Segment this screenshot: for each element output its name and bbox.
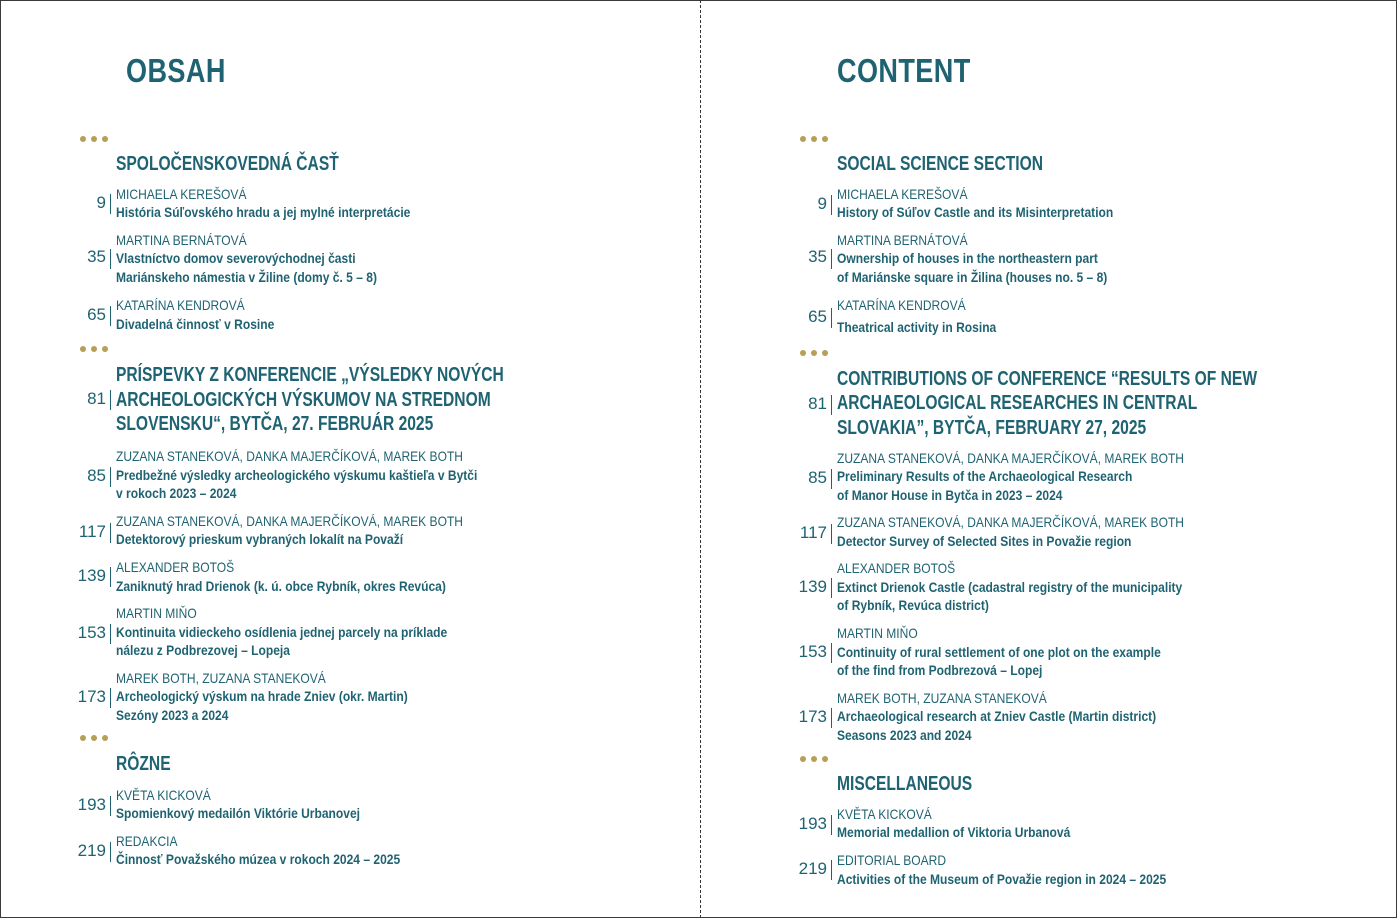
entry-title: Mariánskeho námestia v Žiline (domy č. 5 – 8) <box>116 269 377 285</box>
section-dots-icon <box>80 136 108 142</box>
entry-author: MARTIN MIŇO <box>116 605 197 621</box>
entry-author: ZUZANA STANEKOVÁ, DANKA MAJERČÍKOVÁ, MAREK BOTH <box>837 450 1184 466</box>
entry-title: Preliminary Results of the Archaeological Research <box>837 468 1133 484</box>
entry-separator <box>831 524 832 544</box>
entry-separator <box>831 860 832 880</box>
entry-title: nálezu z Podbrezovej – Lopeja <box>116 642 290 658</box>
entry-author: KATARÍNA KENDROVÁ <box>116 297 245 313</box>
section-heading: PRÍSPEVKY Z KONFERENCIE „VÝSLEDKY NOVÝCH <box>116 364 504 386</box>
entry-title: Sezóny 2023 a 2024 <box>116 707 229 723</box>
entry-author: ZUZANA STANEKOVÁ, DANKA MAJERČÍKOVÁ, MAREK BOTH <box>837 514 1184 530</box>
entry-title: Detektorový prieskum vybraných lokalít na Považí <box>116 531 404 547</box>
entry-author: ALEXANDER BOTOŠ <box>116 559 235 575</box>
section-dots-icon <box>80 346 108 352</box>
page-number: 153 <box>77 623 106 642</box>
entry-separator <box>110 249 111 269</box>
entry-title: Kontinuita vidieckeho osídlenia jednej parcely na príklade <box>116 624 448 640</box>
page-number: 117 <box>78 522 106 541</box>
page-number: 35 <box>87 247 106 266</box>
section-dots-icon <box>800 756 828 762</box>
page-fold-divider <box>700 0 701 918</box>
entry-separator <box>831 708 832 728</box>
page-number: 219 <box>77 841 106 860</box>
entry-separator <box>110 390 111 410</box>
page-number: 193 <box>798 814 827 833</box>
entry-title: of Rybník, Revúca district) <box>837 597 989 613</box>
section-heading: SLOVENSKU“, BYTČA, 27. FEBRUÁR 2025 <box>116 413 434 435</box>
entry-separator <box>110 306 111 326</box>
section-heading: CONTRIBUTIONS OF CONFERENCE “RESULTS OF NEW <box>837 368 1258 390</box>
page-number: 173 <box>798 707 827 726</box>
section-heading: RÔZNE <box>116 753 171 775</box>
entry-separator <box>831 249 832 269</box>
entry-title: História Súľovského hradu a jej mylné interpretácie <box>116 204 411 220</box>
page-number: 85 <box>808 468 827 487</box>
entry-title: Extinct Drienok Castle (cadastral registry of the municipality <box>837 579 1183 595</box>
entry-separator <box>110 567 111 587</box>
entry-title: Continuity of rural settlement of one plot on the example <box>837 644 1161 660</box>
page-number: 81 <box>87 389 106 408</box>
entry-title: Theatrical activity in Rosina <box>837 319 997 335</box>
entry-author: EDITORIAL BOARD <box>837 852 947 868</box>
entry-author: KVĚTA KICKOVÁ <box>116 787 211 803</box>
entry-separator <box>831 195 832 215</box>
page-number: 139 <box>798 577 827 596</box>
section-heading: ARCHAEOLOGICAL RESEARCHES IN CENTRAL <box>837 392 1198 414</box>
section-heading: SOCIAL SCIENCE SECTION <box>837 153 1044 175</box>
section-heading: SPOLOČENSKOVEDNÁ ČASŤ <box>116 153 339 175</box>
page-number: 85 <box>87 466 106 485</box>
section-dots-icon <box>800 350 828 356</box>
page-number: 35 <box>808 247 827 266</box>
entry-author: MAREK BOTH, ZUZANA STANEKOVÁ <box>837 690 1047 706</box>
entry-title: of Mariánske square in Žilina (houses no. 5 – 8) <box>837 269 1108 285</box>
section-dots-icon <box>800 136 828 142</box>
page-number: 81 <box>808 394 827 413</box>
page-number: 9 <box>817 194 827 213</box>
entry-separator <box>831 469 832 489</box>
entry-title: Divadelná činnosť v Rosine <box>116 316 275 332</box>
left-page-title: OBSAH <box>126 52 226 89</box>
entry-separator <box>110 688 111 708</box>
entry-separator <box>110 624 111 644</box>
page-number: 65 <box>87 305 106 324</box>
entry-author: MICHAELA KEREŠOVÁ <box>837 186 968 202</box>
right-page-title: CONTENT <box>837 52 971 89</box>
entry-separator <box>831 815 832 835</box>
entry-separator <box>831 643 832 663</box>
entry-author: MARTINA BERNÁTOVÁ <box>837 232 968 248</box>
page-number: 65 <box>808 307 827 326</box>
entry-title: Detector Survey of Selected Sites in Považie region <box>837 533 1132 549</box>
page-number: 153 <box>798 642 827 661</box>
entry-author: KVĚTA KICKOVÁ <box>837 806 932 822</box>
entry-title: Spomienkový medailón Viktórie Urbanovej <box>116 805 360 821</box>
entry-separator <box>831 395 832 415</box>
entry-title: v rokoch 2023 – 2024 <box>116 485 237 501</box>
entry-separator <box>110 194 111 214</box>
entry-title: Ownership of houses in the northeastern part <box>837 250 1098 266</box>
entry-title: Archaeological research at Zniev Castle (Martin district) <box>837 708 1157 724</box>
page-number: 173 <box>77 687 106 706</box>
page-number: 117 <box>799 523 827 542</box>
entry-separator <box>831 308 832 328</box>
entry-separator <box>831 578 832 598</box>
entry-author: MICHAELA KEREŠOVÁ <box>116 186 247 202</box>
entry-title: Memorial medallion of Viktoria Urbanová <box>837 824 1071 840</box>
entry-title: Seasons 2023 and 2024 <box>837 727 972 743</box>
entry-title: Archeologický výskum na hrade Zniev (okr. Martin) <box>116 688 408 704</box>
entry-separator <box>110 842 111 862</box>
entry-title: History of Súľov Castle and its Misinterpretation <box>837 204 1114 220</box>
entry-author: ALEXANDER BOTOŠ <box>837 560 956 576</box>
page-number: 139 <box>77 566 106 585</box>
entry-author: ZUZANA STANEKOVÁ, DANKA MAJERČÍKOVÁ, MAREK BOTH <box>116 448 463 464</box>
entry-author: MAREK BOTH, ZUZANA STANEKOVÁ <box>116 670 326 686</box>
section-heading: MISCELLANEOUS <box>837 773 973 795</box>
entry-title: Activities of the Museum of Považie region in 2024 – 2025 <box>837 871 1167 887</box>
entry-separator <box>110 796 111 816</box>
entry-title: Zaniknutý hrad Drienok (k. ú. obce Rybník, okres Revúca) <box>116 578 446 594</box>
entry-author: MARTIN MIŇO <box>837 625 918 641</box>
entry-title: of the find from Podbrezová – Lopej <box>837 662 1043 678</box>
entry-separator <box>110 467 111 487</box>
page-number: 9 <box>96 193 106 212</box>
entry-separator <box>110 523 111 543</box>
entry-title: Predbežné výsledky archeologického výskumu kaštieľa v Bytči <box>116 467 478 483</box>
page-number: 193 <box>77 795 106 814</box>
entry-author: ZUZANA STANEKOVÁ, DANKA MAJERČÍKOVÁ, MAREK BOTH <box>116 513 463 529</box>
entry-title: Vlastníctvo domov severovýchodnej časti <box>116 250 356 266</box>
entry-author: KATARÍNA KENDROVÁ <box>837 297 966 313</box>
entry-author: MARTINA BERNÁTOVÁ <box>116 232 247 248</box>
section-heading: SLOVAKIA”, BYTČA, FEBRUARY 27, 2025 <box>837 417 1147 439</box>
entry-title: Činnosť Považského múzea v rokoch 2024 – 2025 <box>116 851 401 867</box>
entry-author: REDAKCIA <box>116 833 178 849</box>
section-heading: ARCHEOLOGICKÝCH VÝSKUMOV NA STREDNOM <box>116 389 491 411</box>
section-dots-icon <box>80 735 108 741</box>
entry-title: of Manor House in Bytča in 2023 – 2024 <box>837 487 1063 503</box>
page-number: 219 <box>798 859 827 878</box>
